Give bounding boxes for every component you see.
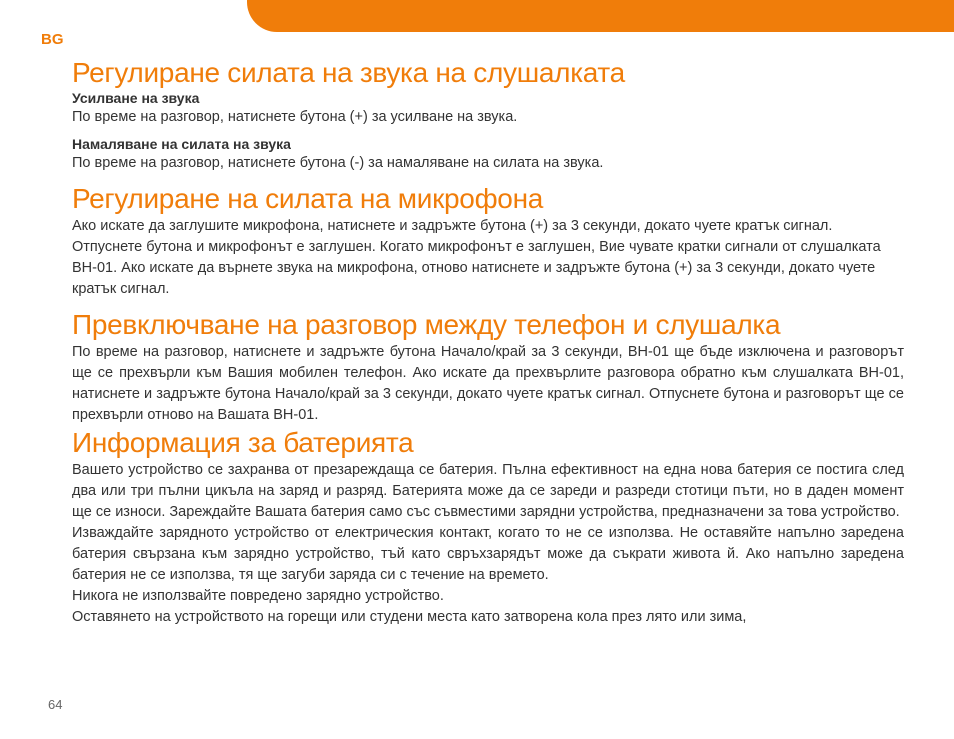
- text-battery-3: Никога не използвайте повредено зарядно устройство.: [72, 588, 444, 604]
- text-volume-up: По време на разговор, натиснете бутона (+) за усилване на звука.: [72, 109, 518, 125]
- language-label: BG: [41, 31, 64, 48]
- page-content: [72, 56, 904, 628]
- subheading-volume-up: Усилване на звука: [72, 90, 200, 106]
- section-title-speaker-volume: Регулиране силата на звука на слушалката: [72, 57, 625, 88]
- subheading-volume-down: Намаляване на силата на звука: [72, 136, 291, 152]
- text-battery-4: Оставянето на устройството на горещи или студени места като затворена кола през лято или зима,: [72, 609, 747, 625]
- text-battery-1: Вашето устройство се захранва от презареждаща се батерия. Пълна ефективност на една нова батерия се постига след два или три пълни цикъла на заряд и разряд. Батерията може да се зареди и разреди стотици пъти, но в даден момент ще се износи. Зареждайте Вашата батерия само със съвместими зарядни устройства, предназначени за това устройство.: [72, 462, 904, 520]
- section-title-battery: Информация за батерията: [72, 427, 414, 458]
- text-call-transfer: По време на разговор, натиснете и задръжте бутона Начало/край за 3 секунди, BH-01 ще бъде изключена и разговорът ще се прехвърли към Вашия мобилен телефон. Ако искате да прехвърлите разговора обратно към слушалката BH-01, натиснете и задръжте бутона Начало/край за 3 секунди, докато чуете кратък сигнал. Отпуснете бутона и разговорът ще се прехвърли отново на Вашата BH-01.: [72, 344, 904, 423]
- text-battery-2: Изваждайте зарядното устройство от електрическия контакт, когато то не се използва. Не оставяйте напълно заредена батерия свързана към зарядно устройство, тъй като свръхзарядът може да съкрати живота й. Ако напълно заредена батерия не се използва, тя ще загуби заряда си с течение на времето.: [72, 525, 904, 583]
- header-accent-bar: [247, 0, 954, 32]
- section-title-call-transfer: Превключване на разговор между телефон и слушалка: [72, 309, 781, 340]
- text-volume-down: По време на разговор, натиснете бутона (-) за намаляване на силата на звука.: [72, 155, 604, 171]
- text-microphone: Ако искате да заглушите микрофона, натиснете и задръжте бутона (+) за 3 секунди, докато чуете кратък сигнал. Отпуснете бутона и микрофонът е заглушен. Когато микрофонът е заглушен, Вие чувате кратки сигнали от слушалката BH-01. Ако искате да върнете звука на микрофона, отново натиснете и задръжте бутона (+) за 3 секунди, докато чуете кратък сигнал.: [72, 218, 881, 297]
- section-title-microphone: Регулиране на силата на микрофона: [72, 183, 544, 214]
- page-number: 64: [48, 697, 63, 712]
